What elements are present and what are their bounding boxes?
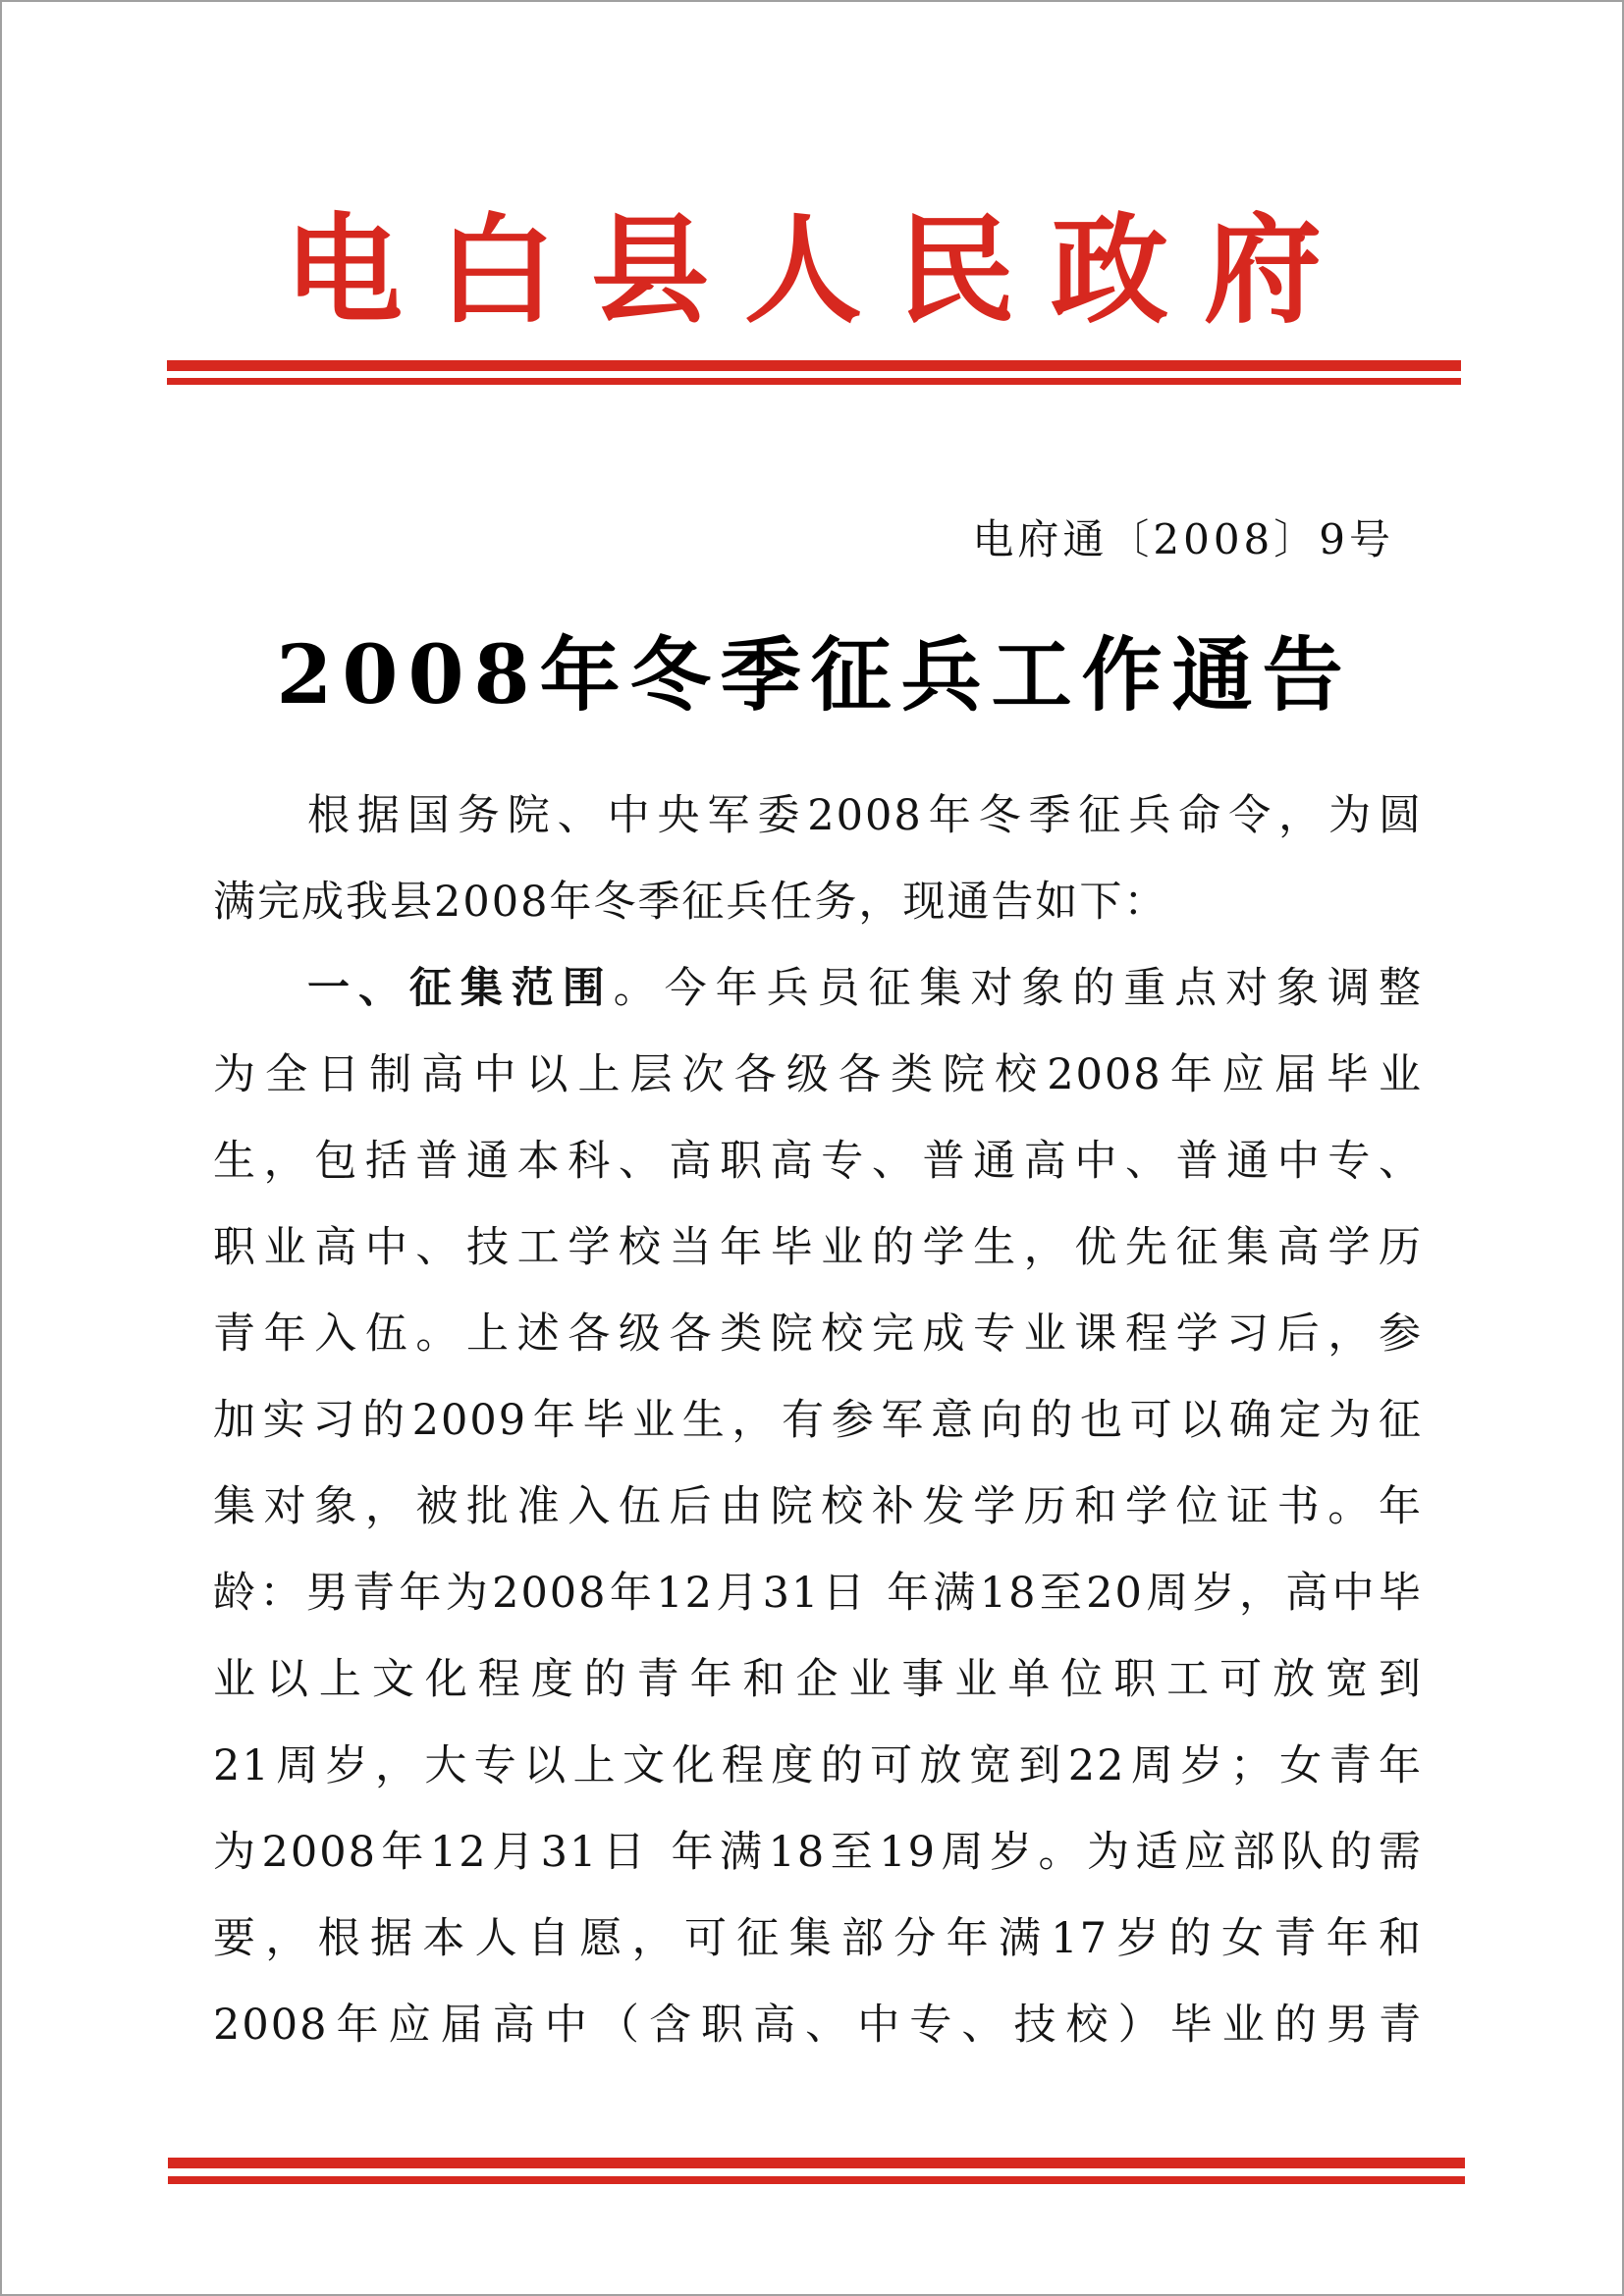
body-line: 业以上文化程度的青年和企业事业单位职工可放宽到 (213, 1655, 1423, 1704)
body-line: 要，根据本人自愿，可征集部分年满17岁的女青年和 (213, 1914, 1423, 1963)
footer-rule-thick (168, 2158, 1465, 2168)
body-line: 为2008年12月31日 年满18至19周岁。为适应部队的需 (213, 1828, 1423, 1877)
header-rule-thick (167, 360, 1461, 371)
footer-rule-thin (168, 2176, 1465, 2184)
government-name-heading: 电白县人民政府 (285, 201, 1357, 340)
body-line: 根据国务院、中央军委2008年冬季征兵命令，为圆 (307, 791, 1423, 840)
body-line: 龄：男青年为2008年12月31日 年满18至20周岁，高中毕 (213, 1569, 1423, 1618)
notice-title: 2008年冬季征兵工作通告 (276, 628, 1353, 722)
document-number: 电府通〔2008〕9号 (972, 515, 1394, 563)
section-heading-bold: 一、征集范围 (307, 964, 614, 1013)
body-line: 为全日制高中以上层次各级各类院校2008年应届毕业 (213, 1050, 1423, 1099)
body-line: 2008年应届高中（含职高、中专、技校）毕业的男青 (213, 2001, 1423, 2050)
body-line-text: 。今年兵员征集对象的重点对象调整 (613, 964, 1424, 1013)
body-line: 集对象，被批准入伍后由院校补发学历和学位证书。年 (213, 1482, 1423, 1531)
body-line (213, 945, 1423, 1032)
body-line: 满完成我县2008年冬季征兵任务，现通告如下： (213, 878, 1168, 927)
body-line: 加实习的2009年毕业生，有参军意向的也可以确定为征 (213, 1396, 1423, 1445)
body-line: 生，包括普通本科、高职高专、普通高中、普通中专、 (213, 1137, 1423, 1186)
header-rule-thin (167, 378, 1461, 385)
body-line: 21周岁，大专以上文化程度的可放宽到22周岁；女青年 (213, 1741, 1423, 1790)
notice-body (213, 773, 1423, 2068)
body-line: 青年入伍。上述各级各类院校完成专业课程学习后，参 (213, 1309, 1423, 1359)
body-line: 职业高中、技工学校当年毕业的学生，优先征集高学历 (213, 1223, 1423, 1272)
